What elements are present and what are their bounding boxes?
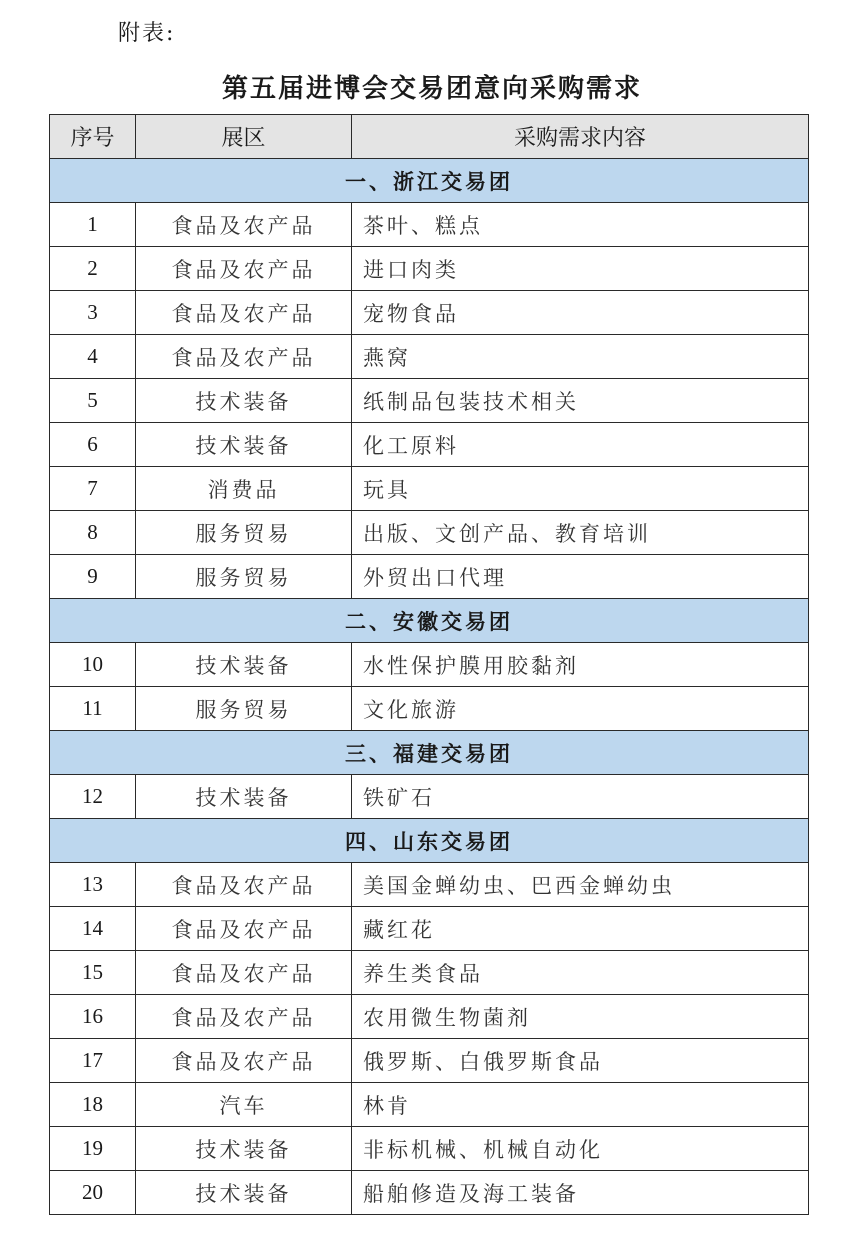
document-title: 第五届进博会交易团意向采购需求 — [221, 74, 642, 104]
row-area-cell: 消费品 — [136, 467, 352, 511]
row-area-cell: 食品及农产品 — [136, 907, 352, 951]
row-content-cell: 纸制品包装技术相关 — [352, 379, 809, 423]
row-content-cell: 林肯 — [352, 1083, 809, 1127]
table-row — [50, 555, 809, 599]
row-content-cell: 农用微生物菌剂 — [352, 995, 809, 1039]
row-area-cell: 食品及农产品 — [136, 951, 352, 995]
table-row — [50, 907, 809, 951]
row-content-cell: 养生类食品 — [352, 951, 809, 995]
table-body — [50, 159, 809, 1215]
row-content-cell: 玩具 — [352, 467, 809, 511]
row-content-cell: 铁矿石 — [352, 775, 809, 819]
header-index: 序号 — [50, 115, 136, 159]
table-row — [50, 775, 809, 819]
table-row — [50, 863, 809, 907]
table-row — [50, 511, 809, 555]
row-content-cell: 非标机械、机械自动化 — [352, 1127, 809, 1171]
row-area-cell: 技术装备 — [136, 423, 352, 467]
row-area-cell: 食品及农产品 — [136, 1039, 352, 1083]
row-index-cell: 13 — [50, 863, 136, 907]
group-header-row — [50, 819, 809, 863]
row-area-cell: 技术装备 — [136, 643, 352, 687]
row-area-cell: 食品及农产品 — [136, 863, 352, 907]
row-area-cell: 食品及农产品 — [136, 335, 352, 379]
row-index-cell: 3 — [50, 291, 136, 335]
row-area-cell: 食品及农产品 — [136, 291, 352, 335]
row-area-cell: 食品及农产品 — [136, 203, 352, 247]
group-title: 一、浙江交易团 — [50, 159, 809, 203]
table-row — [50, 335, 809, 379]
group-title: 四、山东交易团 — [50, 819, 809, 863]
header-content: 采购需求内容 — [352, 115, 809, 159]
table-row — [50, 379, 809, 423]
table-row — [50, 423, 809, 467]
row-index-cell: 4 — [50, 335, 136, 379]
row-index-cell: 18 — [50, 1083, 136, 1127]
group-title: 二、安徽交易团 — [50, 599, 809, 643]
row-content-cell: 藏红花 — [352, 907, 809, 951]
table-row — [50, 643, 809, 687]
row-area-cell: 技术装备 — [136, 1127, 352, 1171]
row-area-cell: 技术装备 — [136, 775, 352, 819]
table-row — [50, 291, 809, 335]
row-area-cell: 汽车 — [136, 1083, 352, 1127]
group-header-row — [50, 159, 809, 203]
row-index-cell: 2 — [50, 247, 136, 291]
table-row — [50, 203, 809, 247]
row-area-cell: 食品及农产品 — [136, 247, 352, 291]
row-area-cell: 服务贸易 — [136, 511, 352, 555]
row-index-cell: 20 — [50, 1171, 136, 1215]
table-row — [50, 687, 809, 731]
row-index-cell: 9 — [50, 555, 136, 599]
row-index-cell: 16 — [50, 995, 136, 1039]
row-content-cell: 燕窝 — [352, 335, 809, 379]
row-index-cell: 14 — [50, 907, 136, 951]
row-index-cell: 8 — [50, 511, 136, 555]
table-row — [50, 467, 809, 511]
row-content-cell: 宠物食品 — [352, 291, 809, 335]
row-index-cell: 17 — [50, 1039, 136, 1083]
row-index-cell: 1 — [50, 203, 136, 247]
table-row — [50, 1171, 809, 1215]
table-row — [50, 1083, 809, 1127]
row-area-cell: 服务贸易 — [136, 687, 352, 731]
group-title: 三、福建交易团 — [50, 731, 809, 775]
row-content-cell: 进口肉类 — [352, 247, 809, 291]
row-content-cell: 美国金蝉幼虫、巴西金蝉幼虫 — [352, 863, 809, 907]
table-row — [50, 951, 809, 995]
table-header-row — [50, 115, 809, 159]
row-index-cell: 15 — [50, 951, 136, 995]
row-content-cell: 俄罗斯、白俄罗斯食品 — [352, 1039, 809, 1083]
row-content-cell: 外贸出口代理 — [352, 555, 809, 599]
attachment-label: 附表: — [118, 21, 176, 46]
row-index-cell: 6 — [50, 423, 136, 467]
row-area-cell: 技术装备 — [136, 1171, 352, 1215]
row-index-cell: 10 — [50, 643, 136, 687]
row-content-cell: 化工原料 — [352, 423, 809, 467]
table-row — [50, 995, 809, 1039]
row-area-cell: 技术装备 — [136, 379, 352, 423]
procurement-table — [49, 114, 809, 1215]
group-header-row — [50, 731, 809, 775]
row-index-cell: 5 — [50, 379, 136, 423]
row-content-cell: 文化旅游 — [352, 687, 809, 731]
row-content-cell: 茶叶、糕点 — [352, 203, 809, 247]
row-area-cell: 服务贸易 — [136, 555, 352, 599]
row-index-cell: 19 — [50, 1127, 136, 1171]
row-index-cell: 7 — [50, 467, 136, 511]
row-content-cell: 船舶修造及海工装备 — [352, 1171, 809, 1215]
header-area: 展区 — [136, 115, 352, 159]
row-content-cell: 水性保护膜用胶黏剂 — [352, 643, 809, 687]
table-row — [50, 247, 809, 291]
table-row — [50, 1039, 809, 1083]
row-index-cell: 11 — [50, 687, 136, 731]
group-header-row — [50, 599, 809, 643]
row-area-cell: 食品及农产品 — [136, 995, 352, 1039]
row-content-cell: 出版、文创产品、教育培训 — [352, 511, 809, 555]
table-row — [50, 1127, 809, 1171]
row-index-cell: 12 — [50, 775, 136, 819]
